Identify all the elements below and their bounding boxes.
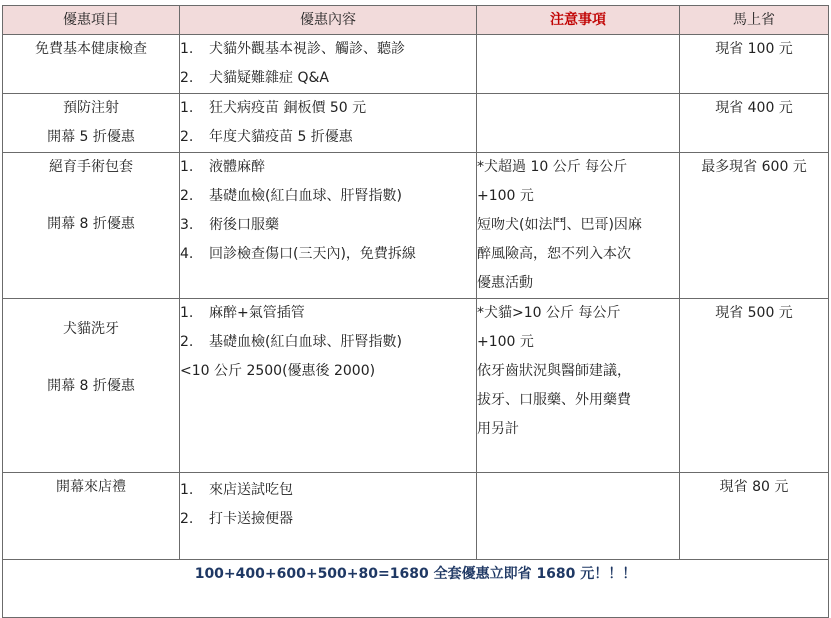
item-name: 犬貓洗牙 [63, 321, 119, 337]
list-item [180, 35, 476, 64]
item-cell [3, 94, 180, 153]
item-discount: 開幕 5 折優惠 [47, 129, 135, 145]
list-number: 1. [180, 482, 194, 498]
header-item: 優惠項目 [3, 6, 180, 35]
list-item [180, 505, 476, 534]
list-number: 1. [180, 41, 194, 57]
item-cell [3, 153, 180, 299]
summary-row [3, 560, 829, 618]
save-cell: 現省 400 元 [680, 94, 829, 153]
notes-cell [477, 35, 680, 94]
table-row [3, 299, 829, 473]
save-cell: 現省 500 元 [680, 299, 829, 473]
note-line: *犬貓>10 公斤 每公斤 [477, 305, 621, 321]
list-number: 2. [180, 334, 194, 350]
save-cell: 現省 100 元 [680, 35, 829, 94]
promotion-table [2, 5, 829, 618]
list-number: 3. [180, 217, 194, 233]
item-discount: 開幕 8 折優惠 [47, 216, 135, 232]
list-item [180, 153, 476, 182]
content-cell [180, 35, 477, 94]
item-cell [3, 35, 180, 94]
list-item [180, 64, 476, 93]
list-item [180, 94, 476, 123]
content-note: <10 公斤 2500(優惠後 2000) [180, 363, 376, 379]
item-name: 絕育手術包套 [49, 159, 133, 175]
content-cell [180, 299, 477, 473]
note-line: 用另計 [477, 421, 519, 437]
note-line: 優惠活動 [477, 275, 533, 291]
table-row [3, 153, 829, 299]
list-number: 2. [180, 129, 194, 145]
header-save: 馬上省 [680, 6, 829, 35]
notes-cell [477, 473, 680, 560]
item-cell [3, 473, 180, 560]
summary-text: 100+400+600+500+80=1680 全套優惠立即省 1680 元！！！ [3, 560, 829, 618]
list-text: 打卡送撿便器 [209, 511, 293, 527]
list-number: 4. [180, 246, 194, 262]
note-line: 醉風險高，恕不列入本次 [477, 246, 631, 262]
note-line: +100 元 [477, 188, 534, 204]
list-number: 2. [180, 511, 194, 527]
content-cell [180, 153, 477, 299]
list-text: 基礎血檢(紅白血球、肝腎指數) [209, 334, 402, 350]
list-number: 1. [180, 100, 194, 116]
note-line: 短吻犬(如法鬥、巴哥)因麻 [477, 217, 642, 233]
item-discount: 開幕 8 折優惠 [47, 378, 135, 394]
list-number: 2. [180, 70, 194, 86]
list-text: 狂犬病疫苗 銅板價 50 元 [209, 100, 367, 116]
header-row [3, 6, 829, 35]
list-number: 2. [180, 188, 194, 204]
list-text: 術後口服藥 [209, 217, 279, 233]
item-name: 免費基本健康檢查 [35, 41, 147, 57]
list-item [180, 123, 476, 152]
notes-cell [477, 94, 680, 153]
list-text: 麻醉+氣管插管 [209, 305, 305, 321]
list-text: 犬貓疑難雜症 Q&A [209, 70, 329, 86]
content-cell [180, 473, 477, 560]
notes-cell [477, 299, 680, 473]
list-item [180, 476, 476, 505]
content-cell [180, 94, 477, 153]
list-number: 1. [180, 305, 194, 321]
item-name: 預防注射 [63, 100, 119, 116]
list-item [180, 299, 476, 328]
header-notes: 注意事項 [477, 6, 680, 35]
note-line: 依牙齒狀況與醫師建議， [477, 363, 631, 379]
list-item [180, 182, 476, 211]
item-cell [3, 299, 180, 473]
save-cell: 最多現省 600 元 [680, 153, 829, 299]
list-item [180, 211, 476, 240]
list-number: 1. [180, 159, 194, 175]
list-text: 回診檢查傷口(三天內)，免費拆線 [209, 246, 416, 262]
note-line: 拔牙、口服藥、外用藥費 [477, 392, 631, 408]
note-line: +100 元 [477, 334, 534, 350]
notes-cell [477, 153, 680, 299]
header-content: 優惠內容 [180, 6, 477, 35]
list-text: 基礎血檢(紅白血球、肝腎指數) [209, 188, 402, 204]
list-text: 來店送試吃包 [209, 482, 293, 498]
list-text: 年度犬貓疫苗 5 折優惠 [209, 129, 353, 145]
list-item [180, 240, 476, 269]
list-text: 液體麻醉 [209, 159, 265, 175]
item-name: 開幕來店禮 [56, 479, 126, 495]
list-item [180, 328, 476, 357]
save-cell: 現省 80 元 [680, 473, 829, 560]
note-line: *犬超過 10 公斤 每公斤 [477, 159, 628, 175]
table-row [3, 35, 829, 94]
table-row [3, 94, 829, 153]
table-row [3, 473, 829, 560]
list-text: 犬貓外觀基本視診、觸診、聽診 [209, 41, 405, 57]
